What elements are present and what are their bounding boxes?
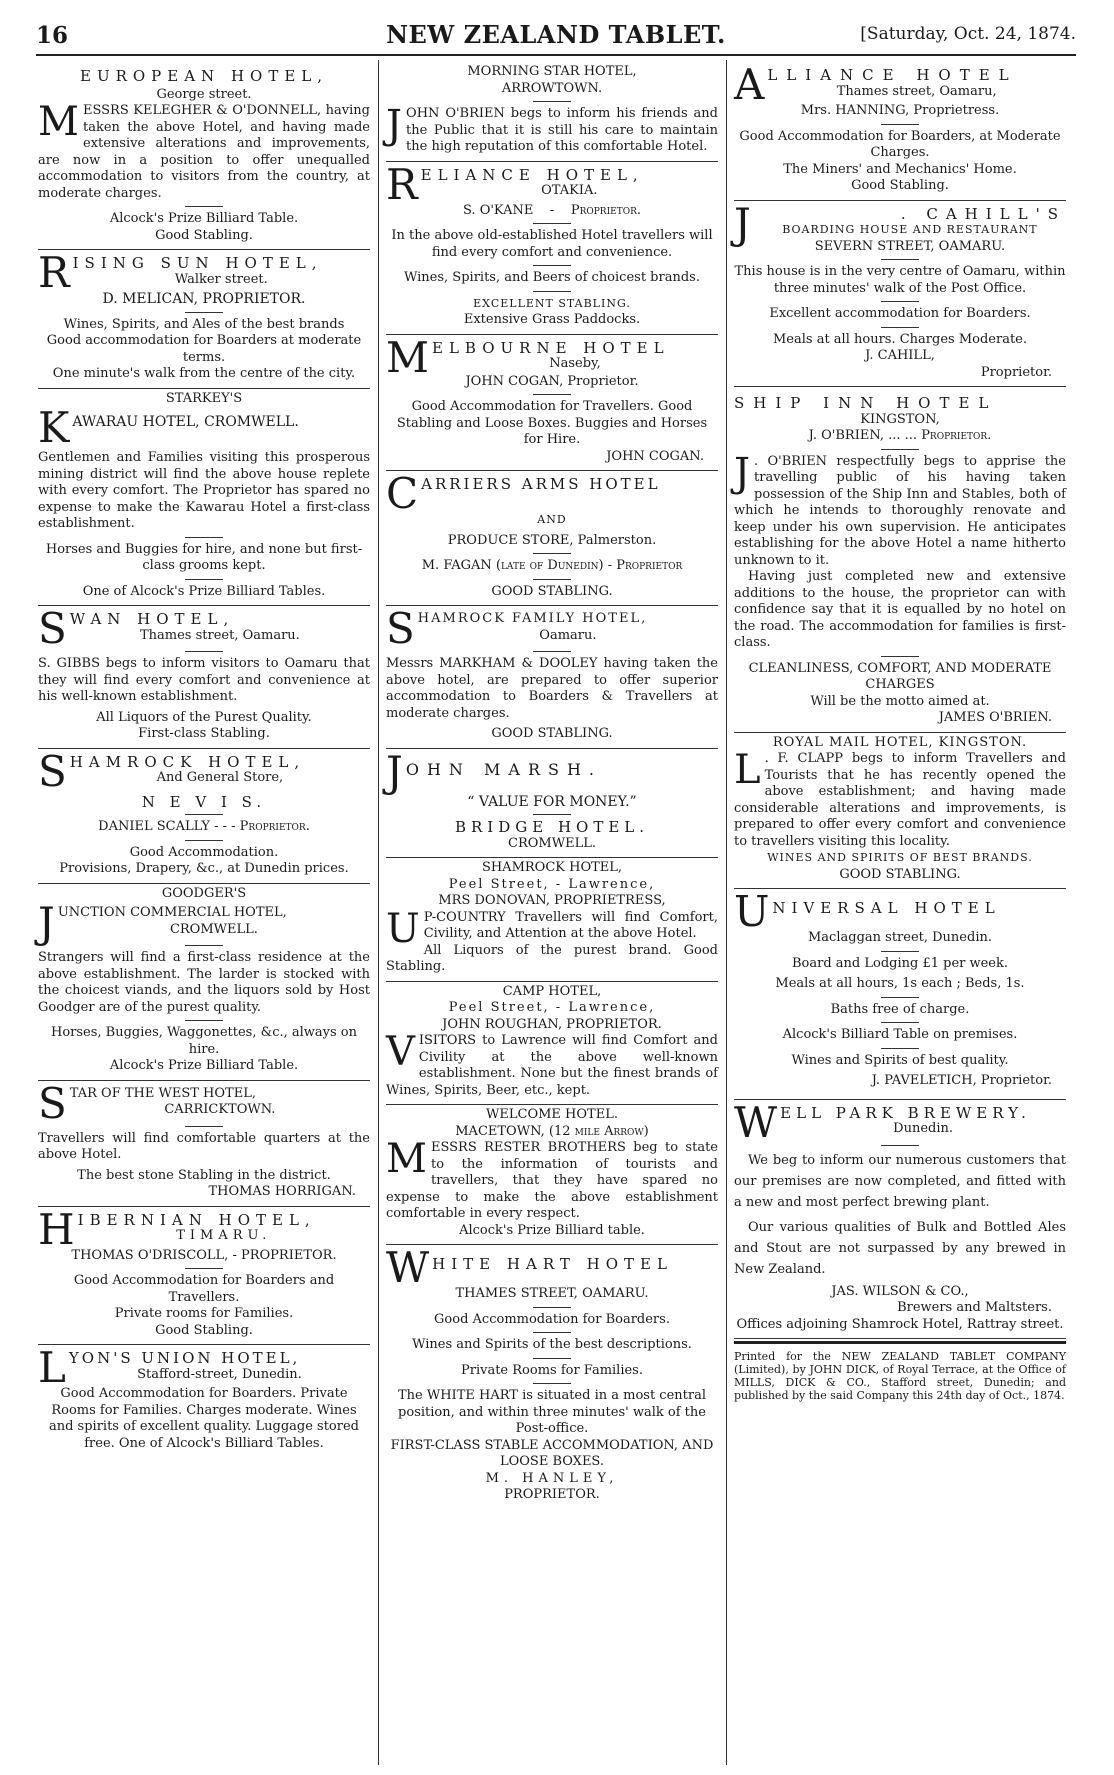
town-text: N E V I S. [141,792,267,811]
town-text: TIMARU. [176,1228,272,1243]
cap-text: W [386,1243,430,1292]
body-text: Gentlemen and Families visiting this prosperous mining district will find the above house replete with every comfort. The Proprietor has spared no expense to make the Kawarau Hotel a first-class establishment. [38,450,370,531]
divider [185,1020,223,1021]
ad-text-block [432,340,718,373]
ad-rising-sun-hotel [38,250,370,389]
ad-text-block [734,198,1066,256]
l1-text: GOOD STABLING. [491,726,613,741]
ad-text-block [734,887,1066,936]
title-text: AWARAU HOTEL, CROMWELL. [72,414,299,430]
ad-john-marsh-bridge-hotel [386,746,718,859]
body-text: Good Accommodation for Boarders. Private Rooms for Families. Charges moderate. Wines and spirits of excellent quality. Luggage stored free. One of Alcock's Billiard Tables. [48,1386,359,1451]
ad-camp-hotel [386,982,718,1106]
title-text: CAMP HOTEL, [502,983,602,999]
cap-text: S [38,604,67,653]
ad-carriers-arms-hotel [386,471,718,606]
body-text: ESSRS RESTER BROTHERS beg to state to the information of tourists and travellers, that they have spared no expense to make the above establishment comfortable in every respect. [386,1140,718,1221]
cap-text: R [386,159,418,209]
l4-text: FIRST-CLASS STABLE ACCOMMODATION, AND LOOSE BOXES. [390,1437,714,1469]
l3-text: Baths free of charge. [830,1001,970,1017]
sig-text: JAS. WILSON & CO., [831,1283,969,1299]
title-text: ARRIERS ARMS HOTEL [421,475,661,493]
ad-text-block [38,746,370,796]
column-rule [726,60,727,1765]
column-2 [386,62,718,1509]
town-text: CARRICKTOWN. [164,1102,276,1117]
ad-ship-inn-hotel [734,387,1066,733]
dropcap-text: M [38,99,79,145]
street-text: Thames street, Oamaru, [836,83,997,99]
l1-text: Wines, Spirits, and Ales of the best brands [63,316,345,332]
divider [881,1048,919,1049]
ad-text-block [421,167,718,200]
body-text: OHN O'BRIEN begs to inform his friends and the Public that it is still his care to maintain the high reputation of this comfortable Hotel. [406,106,718,154]
l1-text: Good Accommodation. [129,844,279,860]
l1-text: Good Accommodation for Boarders, at Moderate Charges. [739,128,1061,160]
ad-shamrock-hotel-lawrence [386,858,718,982]
title-text: ELL PARK BREWERY. [780,1103,1031,1122]
cap-text: K [38,403,70,452]
ad-junction-hotel [38,884,370,1081]
prop-text: MRS DONOVAN, PROPRIETRESS, [438,893,666,908]
body-text: P-COUNTRY Travellers will find Comfort, Civility, and Attention at the above Hotel. [423,909,718,941]
ad-text-block [38,99,370,202]
ad-text-block [38,604,370,653]
l1-text: Offices adjoining Shamrock Hotel, Rattray street. [736,1316,1064,1332]
body-text: Good Accommodation for Travellers. Good Stabling and Loose Boxes. Buggies and Horses for Hire. [396,399,708,447]
cap-text: J [734,198,751,248]
ad-text-block [58,905,370,938]
sub-text: BOARDING HOUSE AND RESTAURANT [782,223,1038,236]
ad-text-block [386,1243,718,1292]
column-3 [734,62,1066,1407]
prop-text: THOMAS O'DRISCOLL, - PROPRIETOR. [71,1247,337,1263]
prop-text: JOHN ROUGHAN, PROPRIETOR. [442,1016,662,1032]
ad-text-block [767,67,1066,100]
town-text: Naseby, [549,356,601,371]
printer-imprint: Printed for the NEW ZEALAND TABLET COMPANY (Limited), by JOHN DICK, of Royal Terrace, at the Office of MILLS, DICK & CO., Stafford street, Dunedin; and published by the said Company this 24th day of Oct., 1874. [734,1350,1066,1402]
cap-text: J [38,898,55,947]
pre-text: GOODGER'S [161,885,247,901]
divider [185,1268,223,1269]
ad-lyons-union-hotel [38,1345,370,1457]
l4-text: Alcock's Billiard Table on premises. [782,1027,1018,1042]
l1-text: Good Accommodation for Boarders and Travellers. [73,1273,335,1305]
l2-text: Provisions, Drapery, &c., at Dunedin prices. [59,861,349,876]
divider [881,327,919,328]
ad-text-block [386,159,718,209]
body-text: The WHITE HART is situated in a most central position, and within three minutes' walk of the Post-office. [397,1388,706,1436]
l1-text: Good Accommodation for Boarders. [434,1311,670,1327]
sub-text: And General Store, [156,770,284,785]
divider [881,259,919,260]
divider [533,291,571,292]
p2-text: Our various qualities of Bulk and Bottled Ales and Stout are not surpassed by any brewed in New Zealand. [734,1219,1066,1277]
l2-text: Wines and Spirits of the best descriptions. [412,1337,692,1352]
ad-text-block [38,1343,370,1392]
cap-text: C [386,469,419,518]
ad-heading [38,68,370,85]
ad-welcome-hotel [386,1105,718,1245]
dropcap-text: L [734,747,761,793]
ad-shamrock-hotel-nevis [38,746,370,884]
ad-text-block [386,905,718,952]
newspaper-title: NEW ZEALAND TABLET. [386,20,726,49]
title-text: HAMROCK HOTEL, [69,752,306,771]
ad-melbourne-hotel [386,332,718,472]
l2-text: THOMAS HORRIGAN. [208,1184,356,1199]
ad-text-block [38,1204,370,1254]
divider [533,394,571,395]
cap-text: E [79,67,97,85]
l2-text: GOOD STABLING. [839,866,961,882]
title-text: ELIANCE HOTEL, [420,165,644,184]
street-text: Stafford-street, Dunedin. [137,1366,302,1382]
prop2-text: - [549,202,555,218]
slogan-text: “ VALUE FOR MONEY.” [467,793,637,810]
cap-text: A [734,60,765,109]
divider [881,1145,919,1146]
prop-text: DANIEL SCALLY - - - Proprietor. [98,819,310,834]
divider [185,312,223,313]
divider [881,1022,919,1023]
dropcap-text: V [386,1029,415,1075]
divider [533,1307,571,1308]
l1-text: WINES AND SPIRITS OF BEST BRANDS. [767,851,1033,864]
ad-text-block [70,1086,370,1119]
divider [533,223,571,224]
divider [533,265,571,266]
title-text: SHIP INN HOTEL [734,394,998,412]
ad-morning-star-hotel [386,62,718,162]
street-text: Thames street, Oamaru. [139,627,300,643]
l2-text: Good Stabling. [155,227,253,243]
ad-text-block [386,604,718,653]
ad-well-park-brewery [734,1097,1066,1340]
divider [533,101,571,102]
l1-text: CLEANLINESS, COMFORT, AND MODERATE CHARGES [748,660,1052,692]
l3-text: Good Stabling. [155,1322,253,1338]
ad-text-block [78,1212,370,1245]
column-1 [38,62,370,1457]
ad-text-block [70,754,370,787]
title-text: UROPEAN HOTEL, [96,67,329,85]
town-text: CROMWELL. [508,835,596,851]
divider [185,814,223,815]
cap-text: M [386,332,430,382]
cap-text: S [38,746,67,796]
street-text: Peel Street, - Lawrence, [448,1000,656,1015]
sig-text: JOHN COGAN. [606,448,704,464]
divider [185,1126,223,1127]
l1-text: Alcock's Prize Billiard table. [459,1222,645,1238]
town-text: CROMWELL. [169,921,258,937]
body1-text: ESSRS KELEGHER & O'DONNELL, having taken the above Hotel, and having made extensive alterations and improvements, are now in a position to offer unequalled accommodation to visitors from the country, at moderate charges. [38,103,370,201]
ad-star-of-the-west-hotel [38,1078,370,1207]
ad-swan-hotel [38,606,370,749]
divider [881,301,919,302]
cap-text: S [386,604,415,653]
divider [533,1358,571,1359]
sig-text: M. HANLEY, [485,1470,619,1486]
l2-text: Meals at all hours. Charges Moderate. [772,331,1027,347]
l1-text: The best stone Stabling in the district. [77,1167,331,1183]
ad-text-block [69,1350,370,1383]
l1-text: All Liquors of the Purest Quality. [96,709,312,725]
body2-text: Having just completed new and extensive additions to the house, the proprietor can with confidence say that it is equalled by no hotel on the road. The accommodation for families is first-class. [734,569,1066,650]
body-text: In the above old-established Hotel travellers will find every comfort and convenience. [391,228,713,260]
sig2-text: Proprietor. [980,364,1052,380]
ad-text-block [73,255,370,288]
street-text: SEVERN STREET, OAMARU. [814,238,1006,254]
ad-text-block [386,469,718,518]
divider [185,651,223,652]
body1-text: . O'BRIEN respectfully begs to apprise the travelling public of his having taken possession of the Ship Inn and Stables, both of which he intends to thoroughly renovate and keep under his own supervision. He anticipates establishing for the above Hotel a name hitherto unknown to it. [734,453,1066,568]
divider [533,651,571,652]
divider [533,553,571,554]
ad-royal-mail-hotel [734,733,1066,890]
ad-shamrock-family-hotel [386,606,718,749]
title-text: SHAMROCK HOTEL, [481,860,623,875]
ad-text-block [734,747,1066,850]
divider [185,537,223,538]
l2-text: EXCELLENT STABLING. [473,296,631,310]
ad-cahills-boarding-house [734,198,1066,388]
town-text: Oamaru. [539,627,597,643]
title-text: YON'S UNION HOTEL, [68,1349,301,1367]
body-text: This house is in the very centre of Oamaru, within three minutes' walk of the Post Office. [734,264,1066,296]
body-text: ISITORS to Lawrence will find Comfort and Civility at the above well-known establishment. None but the finest brands of Wines, Spirits, Beer, etc., kept. [386,1033,718,1098]
page-number: 16 [36,22,69,49]
title-text: MORNING STAR HOTEL, [467,64,637,79]
cap-text: S [38,1078,67,1128]
divider [185,579,223,580]
title-text: IBERNIAN HOTEL, [77,1210,316,1229]
street-text: Peel Street, - Lawrence, [448,876,656,892]
cap-text: W [734,1097,778,1147]
street-text: Maclaggan street, Dunedin. [808,930,992,945]
town-text: MACETOWN, (12 mile Arrow) [455,1123,649,1139]
l1-text: Wines, Spirits, and Beers of choicest brands. [404,270,700,285]
cap-text: U [734,887,770,936]
dropcap-text: U [386,905,420,952]
ad-text-block [386,102,718,156]
ad-white-hart-hotel [386,1245,718,1509]
street-text: George street. [156,86,252,102]
ad-text-block [386,1029,718,1099]
title-text: NIVERSAL HOTEL [772,899,1001,917]
masthead-rule [36,54,1076,56]
and-text: AND [537,513,567,526]
town-text: OTAKIA. [541,183,598,198]
l2-text: The Miners' and Mechanics' Home. [783,161,1017,177]
town-text: Dunedin. [893,1121,954,1136]
ad-text-block [386,746,718,796]
l1-text: Horses and Buggies for hire, and none but first-class grooms kept. [45,541,363,573]
title-text: UNCTION COMMERCIAL HOTEL, [57,905,287,920]
title-text: WAN HOTEL, [69,610,235,628]
prop-text: J. O'BRIEN, ... ... Proprietor. [808,428,992,443]
title-text: TAR OF THE WEST HOTEL, [69,1085,256,1101]
ad-alliance-hotel [734,62,1066,201]
divider [533,579,571,580]
l2-text: Private rooms for Families. [114,1306,294,1321]
pre-text: STARKEY'S [165,390,243,406]
divider [185,945,223,946]
street-text: THAMES STREET, OAMARU. [455,1286,649,1301]
divider [185,840,223,841]
prop3-text: Proprietor. [570,202,641,218]
dropcap-text: J [734,449,751,496]
l3-text: Good Stabling. [851,178,949,193]
l2-text: First-class Stabling. [138,726,270,741]
ad-universal-hotel [734,889,1066,1100]
dropcap-text: M [386,1136,427,1182]
sig-text: J. CAHILL, [865,348,935,363]
l1-text: Alcock's Prize Billiard Table. [109,211,299,226]
issue-date: [Saturday, Oct. 24, 1874. [860,24,1076,44]
sig2-text: Brewers and Maltsters. [897,1300,1052,1315]
ad-reliance-hotel [386,159,718,335]
l1-text: Horses, Buggies, Waggonettes, &c., always on hire. [50,1025,357,1057]
l2-text: Good accommodation for Boarders at moderate terms. [46,333,362,365]
dropcap-text: J [386,102,403,148]
cap-text: R [38,248,70,297]
bridge-text: BRIDGE HOTEL. [454,818,650,836]
l1-text: Board and Lodging £1 per week. [791,955,1009,971]
town-text: KINGSTON, [860,411,940,427]
divider [881,951,919,952]
l3-text: Private Rooms for Families. [460,1362,643,1378]
l1-text: Excellent accommodation for Boarders. [769,306,1031,321]
title-text: . CAHILL'S [900,204,1066,223]
title-text: OHN MARSH. [405,759,602,779]
p1-text: We beg to inform our numerous customers that our premises are now completed, and fitted with a new and most perfect brewing plant. [734,1152,1066,1210]
divider [881,997,919,998]
ad-text-block [70,611,370,644]
body-text: Messrs MARKHAM & DOOLEY having taken the above hotel, are prepared to offer superior accommodation to Boarders & Travellers at moderate charges. [386,656,718,721]
divider [881,449,919,450]
l5-text: Wines and Spirits of best quality. [791,1052,1009,1068]
body-text: Travellers will find comfortable quarters at the above Hotel. [38,1130,370,1162]
ad-text-block [38,1078,370,1128]
title-text: HITE HART HOTEL [432,1255,673,1273]
body-text: Strangers will find a first-class residence at the above establishment. The larder is stocked with the choicest viands, and the liquors sold by Host Goodger are of the purest quality. [38,950,370,1015]
cap-text: H [38,1204,75,1254]
l3-text: Extensive Grass Paddocks. [463,312,641,327]
sig-text: J. PAVELETICH, Proprietor. [871,1073,1052,1088]
prop1-text: S. O'KANE [462,202,534,218]
l2-text: Meals at all hours, 1s each ; Beds, 1s. [775,976,1025,991]
title-text: LLIANCE HOTEL [767,66,1018,84]
ad-european-hotel [38,62,370,250]
cap-text: L [38,1343,66,1392]
town-text: ARROWTOWN. [501,80,603,96]
divider [185,206,223,207]
l2-text: One of Alcock's Prize Billiard Tables. [82,583,326,599]
ad-text-block [421,476,718,493]
ad-hibernian-hotel [38,1204,370,1346]
prop-text: M. FAGAN (late of Dunedin) - Proprietor [421,558,683,573]
prop-text: JOHN COGAN, Proprietor. [465,373,639,389]
divider [881,656,919,657]
street-text: Walker street. [174,271,268,287]
title-text: HAMROCK FAMILY HOTEL, [417,611,648,626]
cap-text: J [386,746,403,796]
ad-kawarau-hotel [38,389,370,607]
divider [533,1383,571,1384]
l2-text: Alcock's Prize Billiard Table. [109,1058,299,1073]
ad-text-block [754,206,1066,256]
divider [533,1332,571,1333]
ad-text-block [386,1136,718,1223]
title-text: ISING SUN HOTEL, [72,254,323,272]
masthead [36,18,1076,52]
ad-text-block [38,898,370,947]
title-text: ELBOURNE HOTEL [432,338,670,357]
column-rule [378,60,379,1765]
ad-text-block [38,403,370,452]
divider [533,814,571,815]
sub-text: PRODUCE STORE, Palmerston. [447,532,657,548]
l1-text: GOOD STABLING. [491,583,613,599]
ad-text-block [780,1105,1066,1138]
ad-text-block [418,611,718,644]
l1-text: All Liquors of the purest brand. Good Stabling. [386,942,718,974]
prop-text: Mrs. HANNING, Proprietress. [800,103,1000,118]
ad-text-block [734,60,1066,109]
body-text: . F. CLAPP begs to inform Travellers and Tourists that he has recently opened the above establishment; and having made considerable alterations and improvements, is prepared to offer every comfort and convenience to travellers visiting this locality. [734,751,1066,849]
l2-text: Will be the motto aimed at. [810,693,990,709]
body-text: S. GIBBS begs to inform visitors to Oamaru that they will find every comfort and convenience at his well-known establishment. [38,656,370,704]
ad-text-block [734,1097,1066,1147]
sig2-text: PROPRIETOR. [504,1487,600,1502]
l3-text: One minute's walk from the centre of the city. [52,366,356,381]
sig-text: JAMES O'BRIEN. [938,710,1052,725]
title-text: ROYAL MAIL HOTEL, KINGSTON. [772,734,1028,750]
prop-text: D. MELICAN, PROPRIETOR. [102,291,306,307]
ad-text-block [734,449,1066,570]
divider [881,124,919,125]
ad-text-block [38,248,370,297]
title-text: WELCOME HOTEL. [486,1107,618,1122]
